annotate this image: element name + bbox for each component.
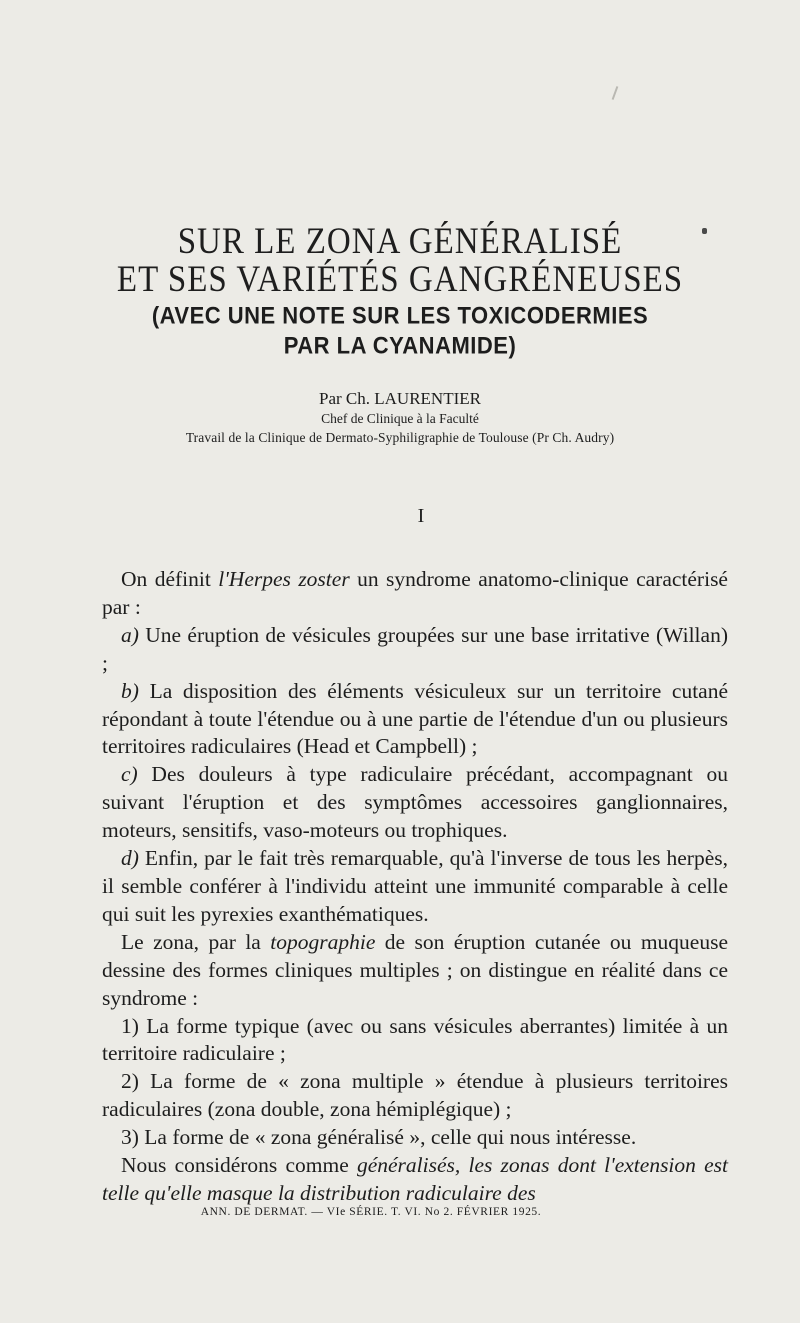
ink-speck xyxy=(702,228,707,234)
paragraph-form-2: 2) La forme de « zona multiple » étendue à plusieurs territoires radiculaires (zona double, zona hémiplégique) ; xyxy=(102,1069,728,1122)
text-run: On définit xyxy=(121,567,219,591)
paragraph-item-a xyxy=(102,622,728,678)
paragraph-item-c xyxy=(102,761,728,845)
paragraph-form-1: 1) La forme typique (avec ou sans vésicules aberrantes) limitée à un territoire radiculaire ; xyxy=(102,1013,728,1066)
text-run: un syndrome anatomo-clinique caractérisé par : xyxy=(102,567,728,619)
paragraph-item-d xyxy=(102,845,728,929)
italic-term: l'Herpes zoster xyxy=(218,567,350,591)
text-run: Le zona, par la xyxy=(121,929,271,954)
paragraph-topography xyxy=(102,929,728,1013)
item-label: d) xyxy=(121,846,139,871)
article-subtitle-line-1: (AVEC UNE NOTE SUR LES TOXICODERMIES xyxy=(151,301,649,330)
article-title-line-1: SUR LE ZONA GÉNÉRALISÉ xyxy=(177,221,623,263)
clinic-line: Travail de la Clinique de Dermato-Syphiligraphie de Toulouse (Pr Ch. Audry) xyxy=(185,430,615,445)
italic-term: généralisés, les zonas dont l'extension est telle qu'elle masque la distribution radiculaire des xyxy=(102,1153,728,1205)
paper-mark xyxy=(612,86,619,100)
article-body xyxy=(102,566,728,1208)
journal-footer: ANN. DE DERMAT. — VIe SÉRIE. T. VI. No 2. FÉVRIER 1925. xyxy=(200,1206,542,1218)
paragraph-form-3: 3) La forme de « zona généralisé », celle qui nous intéresse. xyxy=(121,1125,637,1150)
item-text: Une éruption de vésicules groupées sur une base irritative (Willan) ; xyxy=(102,622,728,675)
paragraph-generalized xyxy=(102,1152,728,1208)
item-label: a) xyxy=(121,622,139,647)
author-line: Par Ch. LAURENTIER xyxy=(319,389,481,408)
paragraph-item-b xyxy=(102,678,728,762)
section-number: I xyxy=(417,505,425,527)
article-subtitle-line-2: PAR LA CYANAMIDE) xyxy=(283,331,517,360)
item-text: La disposition des éléments vésiculeux sur un territoire cutané répondant à toute l'étendue ou à une partie de l'étendue d'un ou plusieurs territoires radiculaires (Head et Campbell) ; xyxy=(102,678,728,759)
affiliation-line: Chef de Clinique à la Faculté xyxy=(321,411,479,426)
item-label: b) xyxy=(121,678,139,703)
article-title-line-2: ET SES VARIÉTÉS GANGRÉNEUSES xyxy=(116,259,684,301)
item-text: Des douleurs à type radiculaire précédant, accompagnant ou suivant l'éruption et des symptômes accessoires ganglionnaires, moteurs, sensitifs, vaso-moteurs ou trophiques. xyxy=(102,762,728,843)
paragraph-definition xyxy=(102,566,728,622)
item-label: c) xyxy=(121,762,138,787)
text-run: de son éruption cutanée ou muqueuse dessine des formes cliniques multiples ; on distingue en réalité dans ce syndrome : xyxy=(102,929,728,1010)
text-run: Nous considérons comme xyxy=(121,1153,357,1178)
item-text: Enfin, par le fait très remarquable, qu'à l'inverse de tous les herpès, il semble conférer à l'individu atteint une immunité comparable à celle qui suit les pyrexies exanthématiques. xyxy=(102,846,728,926)
italic-term: topographie xyxy=(270,929,376,954)
